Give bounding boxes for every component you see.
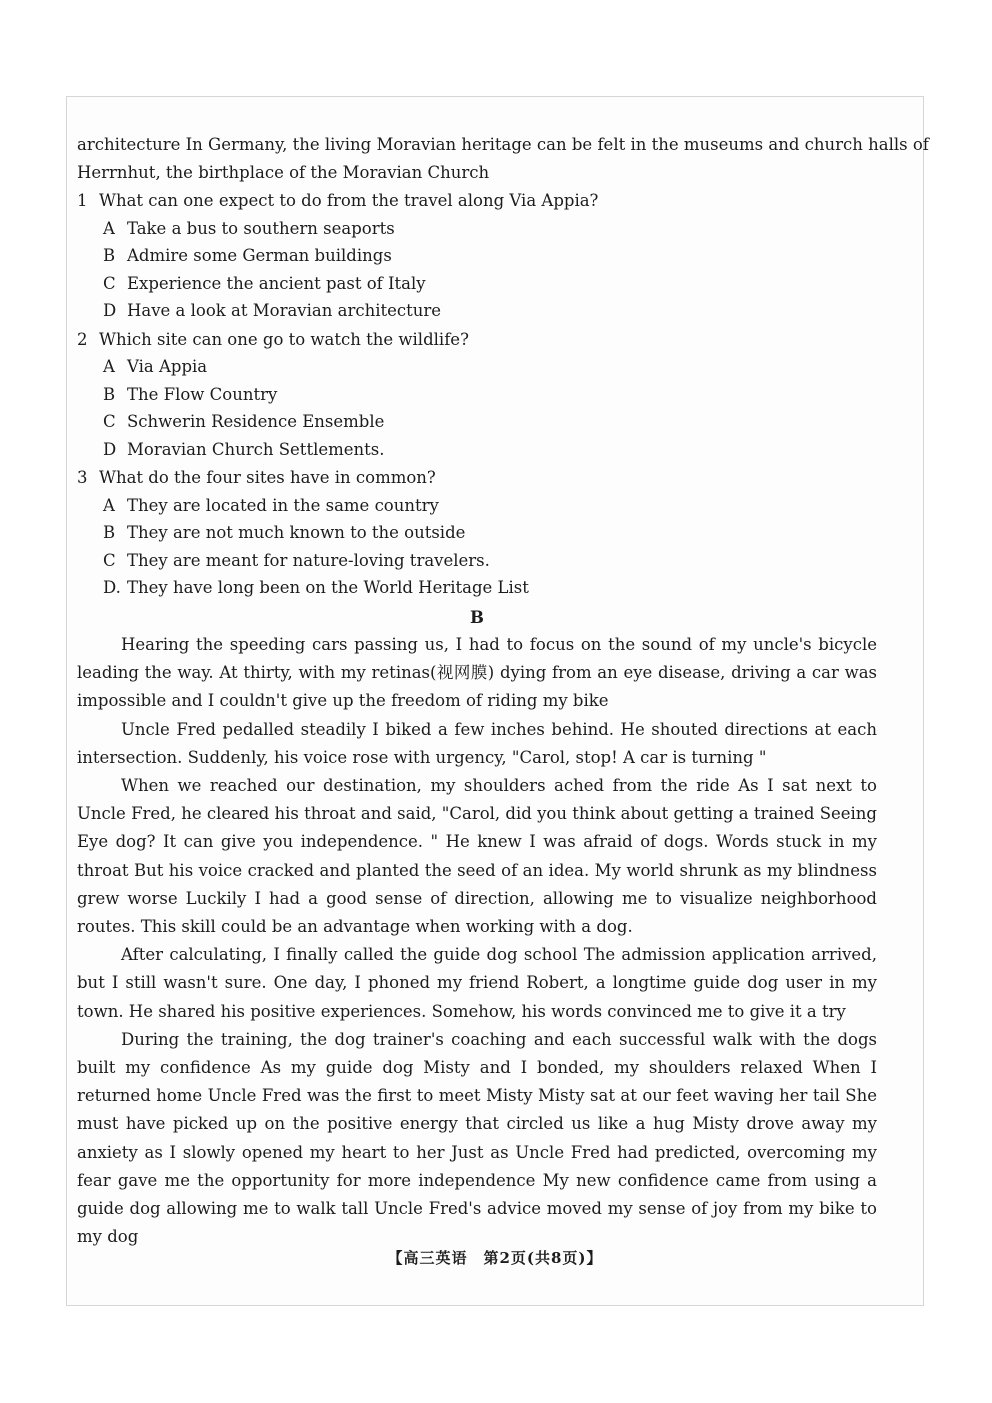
- option-letter: C: [103, 550, 116, 570]
- question-text: What do the four sites have in common?: [99, 468, 436, 487]
- option-text: Admire some German buildings: [127, 246, 392, 265]
- option-2d[interactable]: [77, 436, 877, 464]
- passage-b-paragraph-2: Uncle Fred pedalled steadily I biked a few inches behind. He shouted directions at each intersection. Suddenly, his voice rose with urgency, "Carol, stop! A car is turning ": [77, 719, 877, 767]
- option-letter: B: [103, 523, 116, 542]
- passage-b-paragraph-5: During the training, the dog trainer's coaching and each successful walk with the dogs built my confidence As my guide dog Misty and I bonded, my shoulders relaxed When I returned home Uncle Fred was the first to meet Misty Misty sat at our feet waving her tail She must have picked up on the positive energy that circled us like a hug Misty drove away my anxiety as I slowly opened my heart to her Just as Uncle Fred had predicted, overcoming my fear gave me the opportunity for more independence My new confidence came from using a guide dog allowing me to walk tall Uncle Fred's advice moved my sense of joy from my bike to my dog: [77, 1029, 877, 1247]
- option-letter: C: [103, 412, 116, 431]
- question-number: 1: [77, 191, 88, 210]
- exam-page: [66, 96, 929, 1306]
- question-text: What can one expect to do from the travel along Via Appia?: [99, 191, 599, 210]
- passage-a-tail-line-1: architecture In Germany, the living Moravian heritage can be felt in the museums and church halls of: [77, 135, 929, 154]
- page-footer: 【高三英语 第2页(共8页)】: [387, 1249, 603, 1267]
- option-2a[interactable]: [77, 353, 877, 381]
- question-number: 3: [77, 468, 88, 487]
- option-1a[interactable]: [77, 215, 877, 243]
- section-b-heading: B: [470, 607, 484, 627]
- option-text: Experience the ancient past of Italy: [127, 273, 426, 293]
- passage-a-tail-line-2: Herrnhut, the birthplace of the Moravian Church: [77, 162, 490, 182]
- option-3a[interactable]: [77, 492, 877, 520]
- option-text: The Flow Country: [127, 384, 278, 404]
- option-text: Moravian Church Settlements.: [127, 439, 385, 459]
- option-1c[interactable]: [77, 270, 877, 298]
- passage-b-paragraph-1: Hearing the speeding cars passing us, I had to focus on the sound of my uncle's bicycle leading the way. At thirty, with my retinas(视网膜) dying from an eye disease, driving a car was impossible and I couldn't give up the freedom of riding my bike: [77, 635, 877, 711]
- question-number: 2: [77, 329, 88, 349]
- option-3b[interactable]: [77, 519, 877, 547]
- option-letter: D.: [103, 578, 121, 597]
- option-text: Schwerin Residence Ensemble: [127, 412, 385, 431]
- option-1b[interactable]: [77, 242, 877, 270]
- option-text: Have a look at Moravian architecture: [127, 301, 442, 320]
- option-letter: C: [103, 273, 116, 293]
- option-text: Via Appia: [127, 357, 208, 376]
- option-2b[interactable]: [77, 381, 877, 409]
- option-text: They have long been on the World Heritage List: [127, 578, 529, 597]
- option-1d[interactable]: [77, 297, 877, 325]
- question-1: [77, 187, 877, 325]
- option-text: They are not much known to the outside: [127, 523, 466, 542]
- option-letter: A: [103, 218, 115, 238]
- question-3: [77, 464, 877, 602]
- option-3c[interactable]: [77, 547, 877, 575]
- option-letter: B: [103, 384, 116, 404]
- option-letter: D: [103, 301, 117, 320]
- passage-b-paragraph-4: After calculating, I finally called the guide dog school The admission application arrived, but I still wasn't sure. One day, I phoned my friend Robert, a longtime guide dog user in my town. He shared his positive experiences. Somehow, his words convinced me to give it a try: [77, 945, 877, 1021]
- option-text: They are meant for nature-loving travelers.: [127, 550, 490, 570]
- option-3d[interactable]: [77, 574, 877, 602]
- option-letter: A: [103, 357, 115, 376]
- page-content: [77, 131, 929, 1251]
- option-text: They are located in the same country: [127, 495, 439, 515]
- option-letter: A: [103, 495, 115, 515]
- question-2: [77, 326, 877, 464]
- option-letter: D: [103, 439, 117, 459]
- option-text: Take a bus to southern seaports: [127, 218, 395, 238]
- option-2c[interactable]: [77, 408, 877, 436]
- passage-b-paragraph-3: When we reached our destination, my shoulders ached from the ride As I sat next to Uncle Fred, he cleared his throat and said, "Carol, did you think about getting a trained Seeing Eye dog? It can give you independence. " He knew I was afraid of dogs. Words stuck in my throat But his voice cracked and planted the seed of an idea. My world shrunk as my blindness grew worse Luckily I had a good sense of direction, allowing me to visualize neighborhood routes. This skill could be an advantage when working with a dog.: [77, 776, 877, 937]
- question-text: Which site can one go to watch the wildlife?: [99, 329, 469, 349]
- option-letter: B: [103, 246, 116, 265]
